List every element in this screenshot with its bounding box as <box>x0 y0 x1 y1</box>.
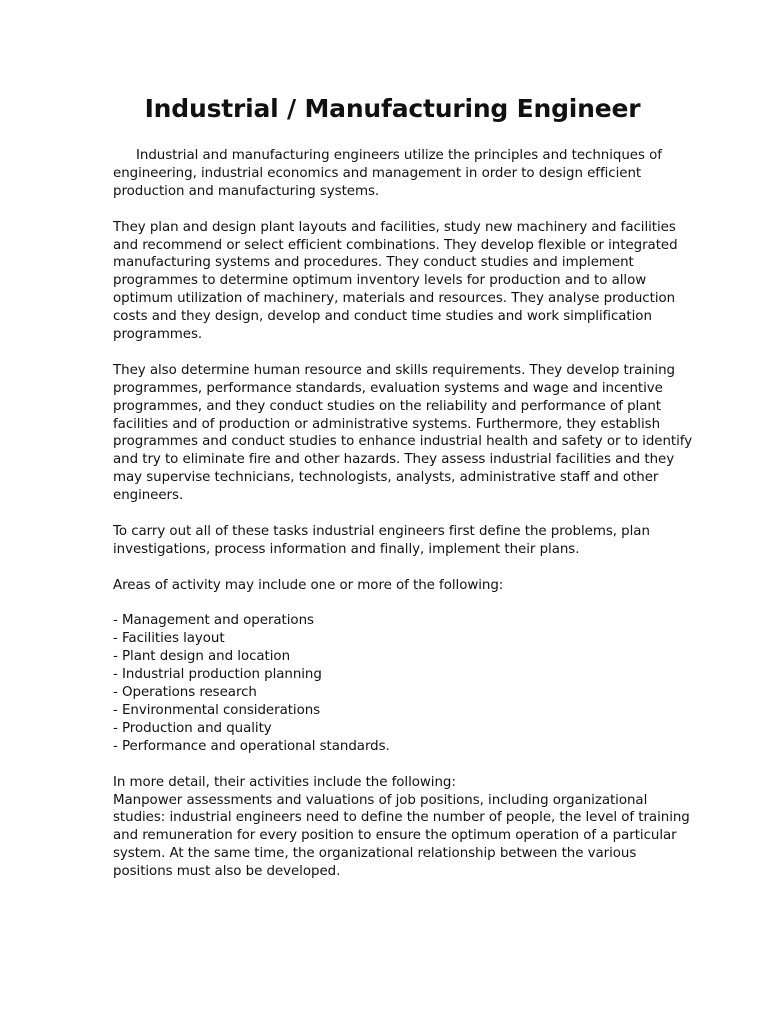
list-item: - Production and quality <box>113 720 693 738</box>
list-item: - Industrial production planning <box>113 666 693 684</box>
paragraph-areas-intro: Areas of activity may include one or more of the following: <box>113 577 504 593</box>
list-item: - Operations research <box>113 684 693 702</box>
paragraph-detail: Manpower assessments and valuations of job positions, including organizational studies: industrial engineers need to define the number of people, the level of training and remuneration for every position to ensure the optimum operation of a particular system. At the same time, the organizational relationship between the various positions must also be developed. <box>113 792 690 880</box>
list-item: - Plant design and location <box>113 648 693 666</box>
list-item: - Environmental considerations <box>113 702 693 720</box>
paragraph-tasks: To carry out all of these tasks industrial engineers first define the problems, plan investigations, process information and finally, implement their plans. <box>113 523 650 557</box>
list-item: - Performance and operational standards. <box>113 738 693 756</box>
document-title: Industrial / Manufacturing Engineer <box>144 94 641 123</box>
activity-list <box>113 612 693 755</box>
paragraph-intro: Industrial and manufacturing engineers utilize the principles and techniques of engineering, industrial economics and management in order to design efficient production and manufacturing systems. <box>113 148 662 199</box>
paragraph-plan-design: They plan and design plant layouts and facilities, study new machinery and facilities and recommend or select efficient combinations. They develop flexible or integrated manufacturing systems and procedures. They conduct studies and implement programmes to determine optimum inventory levels for production and to allow optimum utilization of machinery, materials and resources. They analyse production costs and they design, develop and conduct time studies and work simplification programmes. <box>113 219 678 343</box>
list-item: - Facilities layout <box>113 630 693 648</box>
paragraph-human-resources: They also determine human resource and skills requirements. They develop training programmes, performance standards, evaluation systems and wage and incentive programmes, and they conduct studies on the reliability and performance of plant facilities and of production or administrative systems. Furthermore, they establish programmes and conduct studies to enhance industrial health and safety or to identify and try to eliminate fire and other hazards. They assess industrial facilities and they may supervise technicians, technologists, analysts, administrative staff and other engineers. <box>113 362 693 504</box>
document-body <box>113 147 693 899</box>
paragraph-detail-intro: In more detail, their activities include the following: <box>113 774 456 790</box>
list-item: - Management and operations <box>113 612 693 630</box>
